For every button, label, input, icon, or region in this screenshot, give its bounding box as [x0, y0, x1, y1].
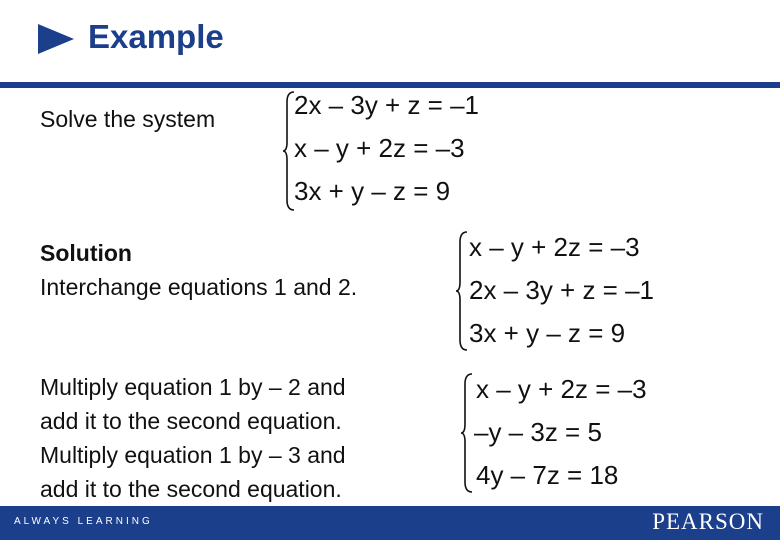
equation-2: –y – 3z = 5 — [474, 417, 602, 447]
original-system — [282, 90, 512, 212]
swapped-system — [455, 230, 685, 352]
left-brace — [455, 230, 469, 352]
brand-logo: PEARSON — [652, 509, 764, 534]
title-divider — [0, 82, 780, 88]
play-arrow-icon — [38, 24, 74, 54]
footer-bar — [0, 506, 780, 540]
step2-line-2: add it to the second equation. — [40, 408, 342, 434]
equation-1: 2x – 3y + z = –1 — [294, 90, 480, 120]
footer-tagline: ALWAYS LEARNING — [14, 516, 153, 527]
equation-2: 2x – 3y + z = –1 — [469, 275, 655, 305]
left-brace — [460, 372, 474, 494]
equation-3: 3x + y – z = 9 — [294, 176, 451, 206]
slide-title: Example — [88, 18, 224, 55]
step2-line-4: add it to the second equation. — [40, 476, 342, 502]
equation-3: 3x + y – z = 9 — [469, 318, 626, 348]
equation-2: x – y + 2z = –3 — [294, 133, 465, 163]
step2-line-3: Multiply equation 1 by – 3 and — [40, 442, 346, 468]
intro-text: Solve the system — [40, 106, 216, 132]
step1-text: Interchange equations 1 and 2. — [40, 274, 358, 300]
equation-1: x – y + 2z = –3 — [469, 232, 640, 262]
solution-heading: Solution — [40, 240, 132, 266]
eliminated-system — [460, 372, 690, 494]
equation-1: x – y + 2z = –3 — [476, 374, 647, 404]
step2-line-1: Multiply equation 1 by – 2 and — [40, 374, 346, 400]
equation-3: 4y – 7z = 18 — [476, 460, 619, 490]
